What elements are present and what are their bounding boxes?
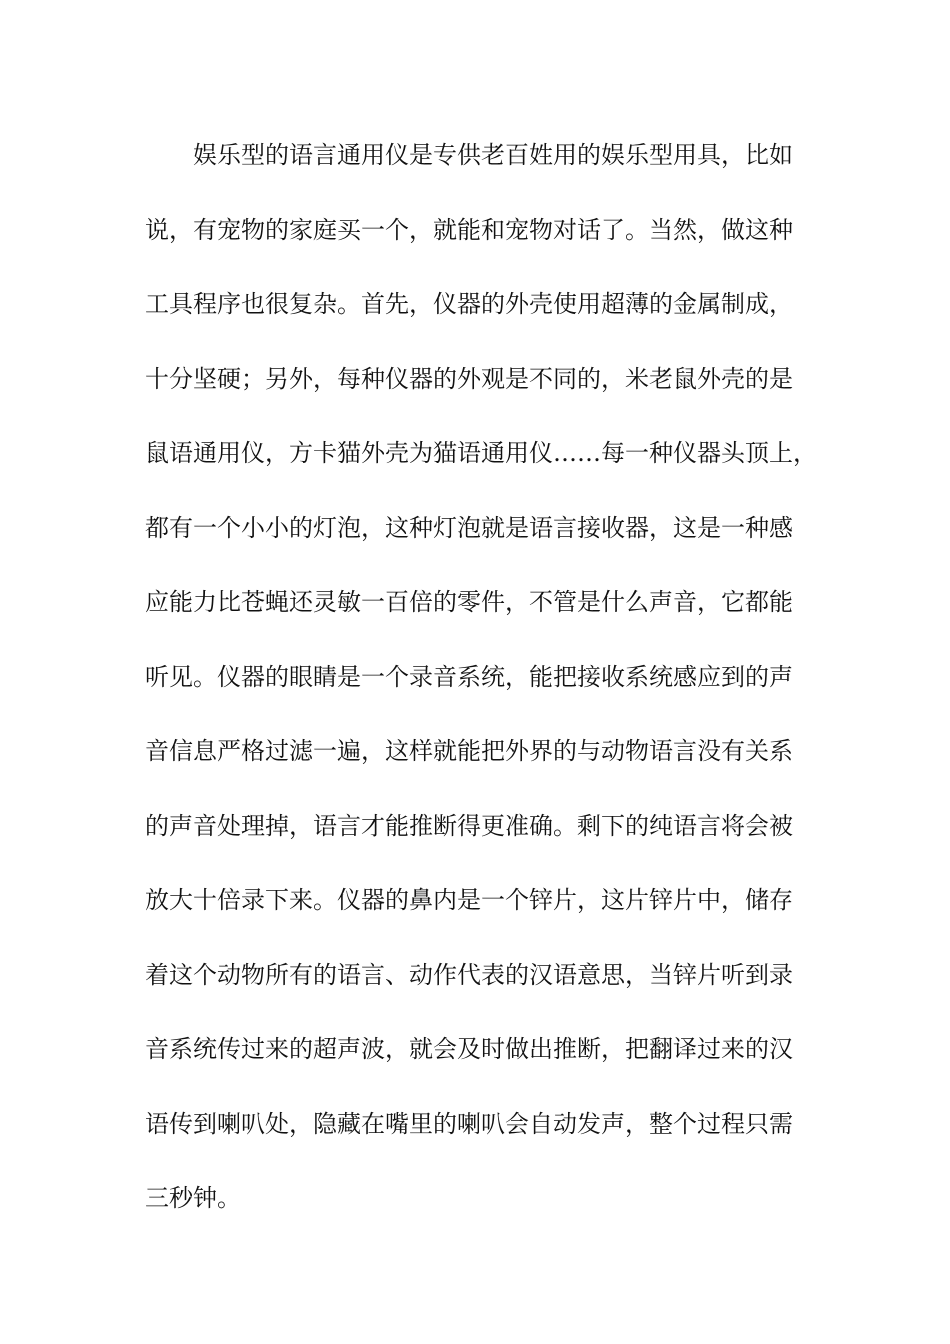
paragraph-line-13: 音系统传过来的超声波，就会及时做出推断，把翻译过来的汉 <box>145 1035 793 1063</box>
body-paragraph <box>145 130 825 1248</box>
paragraph-line-9: 音信息严格过滤一遍，这样就能把外界的与动物语言没有关系 <box>145 737 793 765</box>
paragraph-line-7: 应能力比苍蝇还灵敏一百倍的零件，不管是什么声音，它都能 <box>145 588 793 616</box>
paragraph-line-15: 三秒钟。 <box>145 1184 241 1212</box>
paragraph-line-1: 娱乐型的语言通用仪是专供老百姓用的娱乐型用具，比如 <box>193 141 793 169</box>
paragraph-line-3: 工具程序也很复杂。首先，仪器的外壳使用超薄的金属制成， <box>145 290 793 318</box>
paragraph-line-5: 鼠语通用仪，方卡猫外壳为猫语通用仪……每一种仪器头顶上， <box>145 439 817 467</box>
paragraph-line-6: 都有一个小小的灯泡，这种灯泡就是语言接收器，这是一种感 <box>145 513 793 542</box>
paragraph-line-12: 着这个动物所有的语言、动作代表的汉语意思，当锌片听到录 <box>145 960 793 989</box>
paragraph-line-2: 说，有宠物的家庭买一个，就能和宠物对话了。当然，做这种 <box>145 215 793 244</box>
paragraph-line-4: 十分坚硬；另外，每种仪器的外观是不同的，米老鼠外壳的是 <box>145 364 793 393</box>
paragraph-line-14: 语传到喇叭处，隐藏在嘴里的喇叭会自动发声，整个过程只需 <box>145 1109 793 1138</box>
paragraph-line-8: 听见。仪器的眼睛是一个录音系统，能把接收系统感应到的声 <box>145 662 793 691</box>
paragraph-line-11: 放大十倍录下来。仪器的鼻内是一个锌片，这片锌片中，储存 <box>145 886 793 914</box>
paragraph-line-10: 的声音处理掉，语言才能推断得更准确。剩下的纯语言将会被 <box>145 811 793 840</box>
